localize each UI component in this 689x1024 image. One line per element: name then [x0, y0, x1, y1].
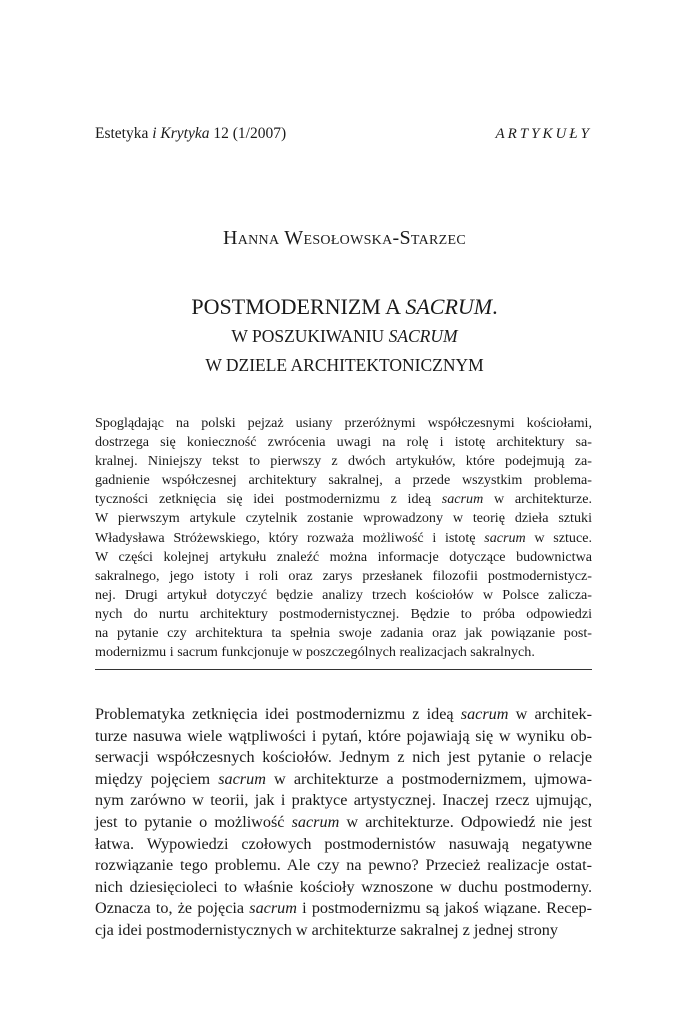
text-run: nich dziesięcioleci to właśnie kościoły wznoszone w duchu postmoderny. — [95, 877, 592, 896]
section-label: ARTYKUŁY — [495, 126, 592, 142]
text-run: tyczności zetknięcia się idei postmodernizmu z ideą — [95, 491, 442, 508]
divider — [95, 669, 592, 670]
text-run: Oznacza to, że pojęcia — [95, 899, 250, 918]
italic-term: sacrum — [249, 899, 297, 918]
article-title — [0, 292, 689, 380]
text-run: turze nasuwa wiele wątpliwości i pytań, które pojawiają się w wyniku ob- — [95, 726, 592, 745]
text-run: w architekturze a postmodernizmem, ujmowa- — [265, 769, 592, 788]
text-run: nych do nurtu architektury postmodernistycznej. Będzie to próba odpowiedzi — [95, 605, 592, 622]
italic-term: sacrum — [460, 705, 509, 723]
text-run: gadnienie współczesnej architektury sakralnej, a przede wszystkim problema- — [95, 472, 592, 489]
text-run: modernizmu i sacrum funkcjonuje w poszczególnych realizacjach sakralnych. — [95, 644, 535, 661]
abstract-line — [95, 414, 592, 433]
body-line — [95, 898, 592, 920]
body-line — [95, 726, 592, 748]
abstract-line — [95, 433, 592, 452]
text-run: w sztuce. — [525, 529, 592, 546]
abstract-line — [95, 586, 592, 605]
abstract-line — [95, 624, 592, 643]
text-run: nej. Drugi artykuł dotyczyć będzie analizy trzech kościołów w Polsce zalicza- — [95, 586, 592, 603]
text-run: sakralnego, jego istoty i roli oraz zarys przesłanek filozofii postmodernistycz- — [95, 567, 592, 584]
title-line-2: W POSZUKIWANIU SACRUM — [231, 326, 458, 346]
text-run: w architekturze. — [483, 491, 592, 508]
title-line-3: W DZIELE ARCHITEKTONICZNYM — [205, 355, 484, 375]
text-run: W pierwszym artykule czytelnik zostanie wprowadzony w teorię dzieła sztuki — [95, 510, 592, 527]
text-run: na pytanie czy architektura ta spełnia swoje zadania oraz jak powiązanie post- — [95, 625, 592, 642]
body-line — [95, 877, 592, 899]
body-line — [95, 834, 592, 856]
text-run: w architekturze. Odpowiedź nie jest — [339, 812, 592, 831]
body-line — [95, 812, 592, 834]
text-run: Problematyka zetknięcia idei postmodernizmu z ideą — [95, 705, 461, 723]
running-head — [95, 124, 592, 144]
text-run: serwacji współczesnych kościołów. Jednym z nich jest pytanie o relacje — [95, 748, 592, 767]
text-run: nym zarówno w teorii, jak i praktyce artystycznej. Inaczej rzecz ujmując, — [95, 791, 592, 810]
abstract-line — [95, 605, 592, 624]
journal-citation: Estetyka i Krytyka 12 (1/2007) — [95, 125, 287, 142]
abstract-line — [95, 548, 592, 567]
text-run: W części kolejnej artykułu znaleźć można informacje dotyczące budownictwa — [95, 548, 592, 565]
body-line — [95, 704, 592, 726]
abstract — [95, 414, 592, 662]
abstract-line — [95, 509, 592, 528]
body-line — [95, 790, 592, 812]
body-line — [95, 769, 592, 791]
italic-term: sacrum — [441, 491, 484, 508]
author-name: Hanna Wesołowska-Starzec — [222, 227, 467, 249]
text-run: kralnej. Niniejszy tekst to pierwszy z dwóch artykułów, które podejmują za- — [95, 453, 592, 470]
italic-term: sacrum — [218, 769, 266, 788]
italic-term: sacrum — [484, 529, 526, 546]
body-line — [95, 855, 592, 877]
text-run: cja idei postmodernistycznych w architekturze sakralnej z jednej strony — [95, 920, 558, 939]
body-line — [95, 747, 592, 769]
text-run: łatwa. Wypowiedzi czołowych postmodernistów nasuwają negatywne — [95, 834, 592, 853]
text-run: i postmodernizmu są jakoś wiązane. Recep- — [296, 899, 592, 918]
abstract-line — [95, 567, 592, 586]
abstract-line — [95, 529, 592, 548]
text-run: Władysława Stróżewskiego, który rozważa możliwość i istotę — [95, 529, 485, 546]
abstract-line — [95, 490, 592, 509]
italic-term: sacrum — [291, 812, 340, 831]
text-run: jest to pytanie o możliwość — [95, 812, 292, 831]
text-run: między pojęciem — [95, 769, 219, 788]
abstract-line — [95, 471, 592, 490]
abstract-line — [95, 452, 592, 471]
text-run: dostrzega się konieczność zwrócenia uwagi na rolę i istotę architektury sa- — [95, 434, 592, 451]
text-run: rozwiązanie tego problemu. Ale czy na pewno? Przecież realizacje ostat- — [95, 856, 592, 875]
body-line — [95, 920, 592, 942]
title-line-1: POSTMODERNIZM A SACRUM. — [191, 294, 498, 319]
abstract-line — [95, 643, 592, 662]
text-run: w architek- — [508, 705, 592, 723]
body-paragraph — [95, 704, 592, 942]
text-run: Spoglądając na polski pejzaż usiany przeróżnymi współczesnymi kościołami, — [95, 415, 592, 431]
